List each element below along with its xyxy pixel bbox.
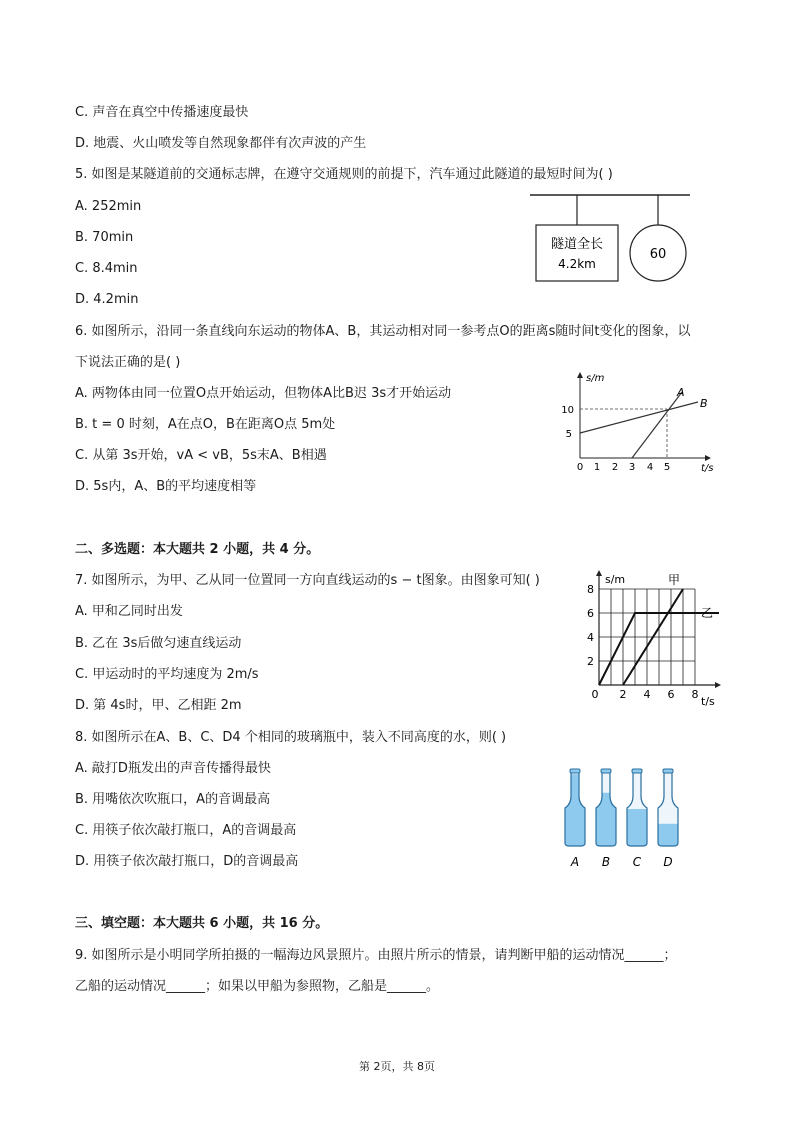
graph7-y-tick-6: 6 xyxy=(587,607,594,620)
question-7: 7. 如图所示，为甲、乙从同一位置同一方向直线运动的s − t图象。由图象可知( ) xyxy=(75,573,540,588)
option-a-q8: A. 敲打D瓶发出的声音传播得最快 xyxy=(75,761,271,776)
question-8: 8. 如图所示在A、B、C、D4 个相同的玻璃瓶中，装入不同高度的水，则( ) xyxy=(75,730,507,745)
option-d-q6: D. 5s内，A、B的平均速度相等 xyxy=(75,479,257,494)
bottles-figure xyxy=(555,758,705,870)
graph7-label-yi: 乙 xyxy=(701,606,714,620)
graph7-x-tick-6: 6 xyxy=(667,688,675,701)
graph6-label-b: B xyxy=(700,397,708,410)
option-d-q5: D. 4.2min xyxy=(75,292,139,307)
graph6-y-tick-5: 5 xyxy=(565,429,572,440)
tunnel-length-label: 隧道全长 xyxy=(550,237,604,252)
graph7-y-tick-2: 2 xyxy=(587,655,594,668)
option-c-q4: C. 声音在真空中传播速度最快 xyxy=(75,105,249,120)
question-5: 5. 如图是某隧道前的交通标志牌，在遵守交通规则的前提下，汽车通过此隧道的最短时间为( ) xyxy=(75,167,613,182)
graph7-x-tick-8: 8 xyxy=(691,688,699,701)
water-b xyxy=(594,793,618,846)
page-footer: 第 2页，共 8页 xyxy=(359,1060,435,1073)
option-b-q5: B. 70min xyxy=(75,230,134,245)
graph7-y-tick-4: 4 xyxy=(587,631,594,644)
bottle-b xyxy=(594,769,618,869)
graph7-x-axis-label: t/s xyxy=(701,695,715,708)
graph6-x-tick-2: 2 xyxy=(611,462,619,473)
graph6-label-a: A xyxy=(677,386,685,399)
graph6-x-tick-4: 4 xyxy=(646,462,654,473)
speed-limit-value: 60 xyxy=(649,247,667,262)
graph7-label-jia: 甲 xyxy=(668,573,681,587)
option-d-q7: D. 第 4s时，甲、乙相距 2m xyxy=(75,698,242,713)
bottle-c xyxy=(625,769,649,869)
option-c-q7: C. 甲运动时的平均速度为 2m/s xyxy=(75,667,259,682)
section-2-heading: 二、多选题：本大题共 2 小题，共 4 分。 xyxy=(75,542,320,557)
graph6-y-tick-10: 10 xyxy=(561,405,574,416)
option-c-q6: C. 从第 3s开始，vA < vB，5s末A、B相遇 xyxy=(75,448,327,463)
graph6-y-axis-label: s/m xyxy=(586,373,605,384)
graph-q7 xyxy=(580,565,730,710)
graph6-line-a xyxy=(632,392,682,458)
graph6-x-tick-5: 5 xyxy=(663,462,671,473)
graph7-x-tick-0: 0 xyxy=(591,688,599,701)
graph6-x-tick-0: 0 xyxy=(576,462,584,473)
question-6-cont: 下说法正确的是( ) xyxy=(75,355,181,370)
graph7-x-tick-2: 2 xyxy=(619,688,627,701)
option-b-q8: B. 用嘴依次吹瓶口，A的音调最高 xyxy=(75,792,271,807)
question-6: 6. 如图所示，沿同一条直线向东运动的物体A、B，其运动相对同一参考点O的距离s随时间t变化的图象，以 xyxy=(75,324,691,339)
graph6-line-b xyxy=(580,402,698,433)
tunnel-length-panel xyxy=(536,225,618,281)
option-d-q8: D. 用筷子依次敲打瓶口，D的音调最高 xyxy=(75,854,299,869)
bottle-label-a: A xyxy=(570,855,580,869)
water-c xyxy=(625,809,649,846)
bottle-label-c: C xyxy=(632,855,642,869)
graph7-y-axis-label: s/m xyxy=(605,573,626,586)
option-a-q5: A. 252min xyxy=(75,199,142,214)
option-a-q6: A. 两物体由同一位置O点开始运动，但物体A比B迟 3s才开始运动 xyxy=(75,386,452,401)
section-3-heading: 三、填空题：本大题共 6 小题，共 16 分。 xyxy=(75,916,329,931)
graph7-x-tick-4: 4 xyxy=(643,688,651,701)
bottle-a xyxy=(563,769,587,869)
option-c-q5: C. 8.4min xyxy=(75,261,138,276)
tunnel-sign-figure xyxy=(530,192,690,292)
graph-q6 xyxy=(560,370,720,476)
bottle-label-b: B xyxy=(601,855,611,869)
bottle-d xyxy=(656,769,680,869)
option-d-q4: D. 地震、火山喷发等自然现象都伴有次声波的产生 xyxy=(75,136,367,151)
option-c-q8: C. 用筷子依次敲打瓶口，A的音调最高 xyxy=(75,823,297,838)
question-9-cont: 乙船的运动情况______；如果以甲船为参照物，乙船是______。 xyxy=(75,979,440,994)
water-a xyxy=(563,774,587,846)
graph6-x-axis-label: t/s xyxy=(701,463,714,474)
water-d xyxy=(656,824,680,846)
graph6-x-tick-3: 3 xyxy=(628,462,636,473)
option-b-q7: B. 乙在 3s后做匀速直线运动 xyxy=(75,636,242,651)
graph7-y-tick-8: 8 xyxy=(587,583,594,596)
option-a-q7: A. 甲和乙同时出发 xyxy=(75,604,183,619)
question-9: 9. 如图所示是小明同学所拍摄的一幅海边风景照片。由照片所示的情景，请判断甲船的运动情况______； xyxy=(75,948,677,963)
bottle-label-d: D xyxy=(663,855,673,869)
tunnel-length-value: 4.2km xyxy=(558,257,596,271)
graph6-x-tick-1: 1 xyxy=(593,462,601,473)
option-b-q6: B. t = 0 时刻，A在点O，B在距离O点 5m处 xyxy=(75,417,336,432)
